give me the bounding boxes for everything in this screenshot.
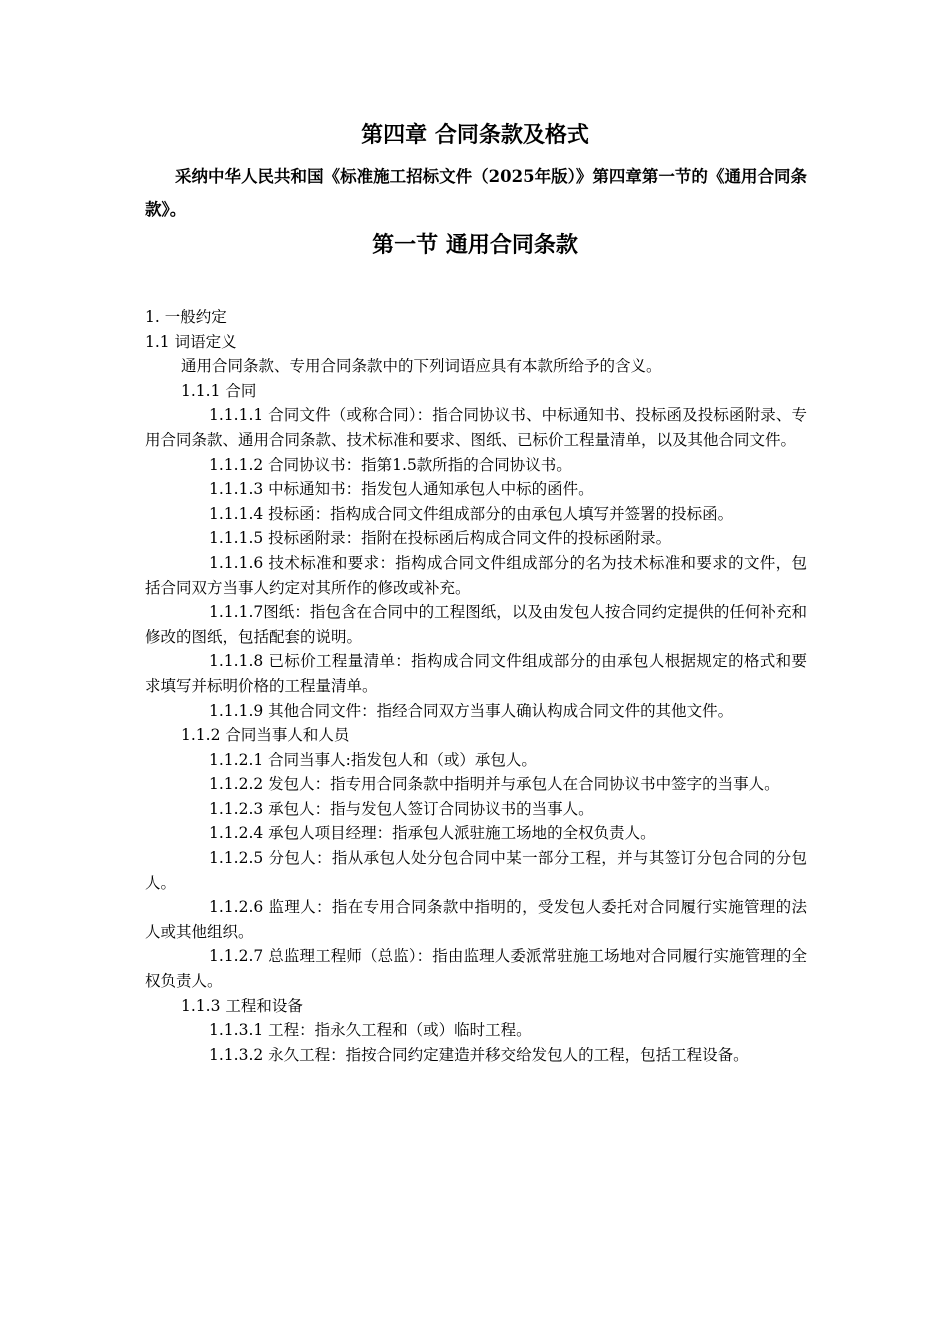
clause-paragraph: 1.1.2.4 承包人项目经理：指承包人派驻施工场地的全权负责人。 (209, 824, 656, 843)
document-body (145, 305, 807, 1067)
clause-paragraph: 1.1.2.5 分包人：指从承包人处分包合同中某一部分工程，并与其签订分包合同的分包人。 (145, 849, 807, 892)
clause-paragraph: 1.1.1.5 投标函附录：指附在投标函后构成合同文件的投标函附录。 (209, 529, 672, 548)
clause-paragraph: 通用合同条款、专用合同条款中的下列词语应具有本款所给予的含义。 (181, 357, 662, 376)
clause-paragraph: 1.1.1.1 合同文件（或称合同）：指合同协议书、中标通知书、投标函及投标函附录、专用合同条款、通用合同条款、技术标准和要求、图纸、已标价工程量清单，以及其他合同文件。 (145, 406, 807, 449)
clause-paragraph: 1.1.2.6 监理人：指在专用合同条款中指明的，受发包人委托对合同履行实施管理的法人或其他组织。 (145, 898, 807, 941)
intro-paragraph: 采纳中华人民共和国《标准施工招标文件（2025年版）》第四章第一节的《通用合同条款》。 (145, 167, 807, 219)
chapter-title: 第四章 合同条款及格式 (361, 122, 589, 148)
clause-paragraph: 1.1.1.2 合同协议书：指第1.5款所指的合同协议书。 (209, 455, 572, 474)
clause-paragraph: 1.1.1.8 已标价工程量清单：指构成合同文件组成部分的由承包人根据规定的格式和要求填写并标明价格的工程量清单。 (145, 652, 807, 695)
clause-paragraph: 1.1.3.2 永久工程：指按合同约定建造并移交给发包人的工程，包括工程设备。 (209, 1045, 749, 1064)
clause-paragraph: 1.1.3.1 工程：指永久工程和（或）临时工程。 (209, 1021, 532, 1040)
section-title: 第一节 通用合同条款 (372, 232, 578, 258)
clause-paragraph: 1.1.3 工程和设备 (181, 996, 303, 1015)
clause-paragraph: 1.1.1.3 中标通知书：指发包人通知承包人中标的函件。 (209, 480, 594, 499)
clause-paragraph: 1.1.1 合同 (181, 381, 257, 400)
clause-paragraph: 1.1.2.7 总监理工程师（总监）：指由监理人委派常驻施工场地对合同履行实施管理的全权负责人。 (145, 947, 807, 991)
clause-paragraph: 1.1.1.9 其他合同文件：指经合同双方当事人确认构成合同文件的其他文件。 (209, 701, 734, 720)
clause-paragraph: 1.1.2.2 发包人：指专用合同条款中指明并与承包人在合同协议书中签字的当事人。 (209, 775, 780, 794)
clause-paragraph: 1.1.1.4 投标函：指构成合同文件组成部分的由承包人填写并签署的投标函。 (209, 504, 734, 523)
clause-paragraph: 1.1.2 合同当事人和人员 (181, 726, 350, 745)
clause-paragraph: 1.1 词语定义 (145, 332, 237, 351)
clause-paragraph: 1.1.2.1 合同当事人:指发包人和（或）承包人。 (209, 750, 537, 769)
clause-paragraph: 1.1.1.6 技术标准和要求：指构成合同文件组成部分的名为技术标准和要求的文件，包括合同双方当事人约定对其所作的修改或补充。 (145, 553, 807, 597)
clause-paragraph: 1. 一般约定 (145, 308, 227, 326)
clause-paragraph: 1.1.1.7图纸：指包含在合同中的工程图纸，以及由发包人按合同约定提供的任何补充和修改的图纸，包括配套的说明。 (145, 603, 807, 646)
clause-paragraph: 1.1.2.3 承包人：指与发包人签订合同协议书的当事人。 (209, 799, 594, 818)
